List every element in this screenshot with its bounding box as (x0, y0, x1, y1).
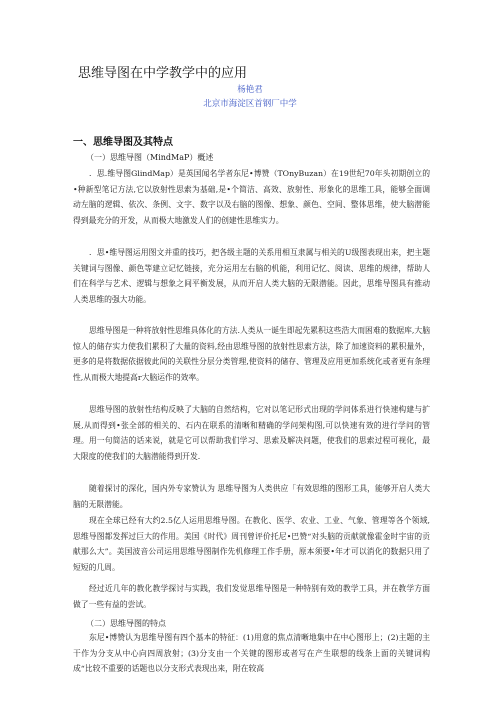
paragraph: 思维导图的放射性结构反映了大脑的自然结构，它对以笔记形式出现的学问体系进行快速构建与扩展,从而得到•张全部的相关的、石内在联系的清晰和精确的学问架构图,可以快速有效的进行学问的管理。用一句简洁的话来说，就是它可以帮助我们学习、思索及解决问题，使我们的思索过程可视化，最大限度的使我们的大脑潜能得到开发. (73, 405, 430, 461)
paragraph: 思维导图是一种将放射性思维具体化的方法.人类从一诞生即起先累积这些浩大而困难的数据库,大脑惊人的储存实力使我们累积了大量的资料,经由思维导图的放射性思索方法，除了加速资料的累积量外，更多的是将数据依据彼此间的关联性分层分类管理,使资料的储存、管理及应用更加系统化或者更有条理性,从而极大地提高r大脑运作的效率。 (73, 326, 430, 382)
author-name: 杨艳君 (237, 85, 263, 95)
section-heading: 一、思维导图及其特点 (73, 137, 173, 148)
author-affiliation: 北京市海淀区首钢厂中学 (203, 99, 297, 109)
paragraph: ．思•维导图运用图文并重的技巧，把各级主题的关系用相互隶属与相关的U级图表现出来，把主题关键词与图像、颜色等建立记忆链接，充分运用左右脑的机能，利用记忆、阅读、思维的规律，帮助人们在科学与艺术、逻辑与想象之间平衡发展，从而开启人类大脑的无限潜能。因此，思维导图具有推动人类思维的强大功能。 (73, 248, 430, 304)
subsection-heading-features: （二）思维导图的特点 (86, 619, 166, 628)
paragraph: ．思.维导图GlindMap）是英国闻名学者东尼•博赞（TOnyBuzan）在19世纪70年头初期创立的•种新型笔记方法,它以放射性思索为基础,是•个简洁、高效、放射性、形象化的思维工具，能够全面调动左脑的逻辑、依次、条例、文字、数字以及右脑的图像、想象、颜色、空间、整体思维，使大脑潜能得到最充分的开发，从而极大地激发人们的创建性思维实力。 (73, 169, 430, 225)
article-title: 思维导图在中学教学中的应用 (78, 66, 248, 81)
paragraph: 现在全球已经有大约2.5亿人运用思维导图。在教化、医学、农业、工业、气象、管理等各个领域,思维导图都发挥过巨大的作用。美国《时代》周刊曾评价托尼•巴赞“对头脑的贡献就像霍金时宇宙的贡献那么大”。美国波音公司运用思维导图制作先机修理工作手册，原本须要•年才可以消化的数据只用了短短的几周。 (73, 516, 430, 572)
subsection-heading-overview: （一）思维导图（MindMaP）概述 (86, 153, 214, 162)
paragraph: 东尼•博赞认为思维导图有四个基本的特征：(1)用意的焦点清晰地集中在中心图形上；(2)主题的主干作为分支从中心向四周放射；(3)分支由一个关键的图形或者写在产生联想的线条上面的关键词构成“比较不重要的话题也以分支形式表现出来，附在较高 (73, 633, 430, 674)
paragraph: 随着探讨的深化，国内外专家赞认为 思维导图为人类供应「有效思维的图形工具，能够开启人类大脑的无限潜能。 (73, 484, 430, 509)
paragraph: 经过近几年的教化教学探讨与实践，我们发觉思维导图是一种特别有效的教学工具，并在教学方面做了一些有益的尝试。 (73, 584, 430, 609)
